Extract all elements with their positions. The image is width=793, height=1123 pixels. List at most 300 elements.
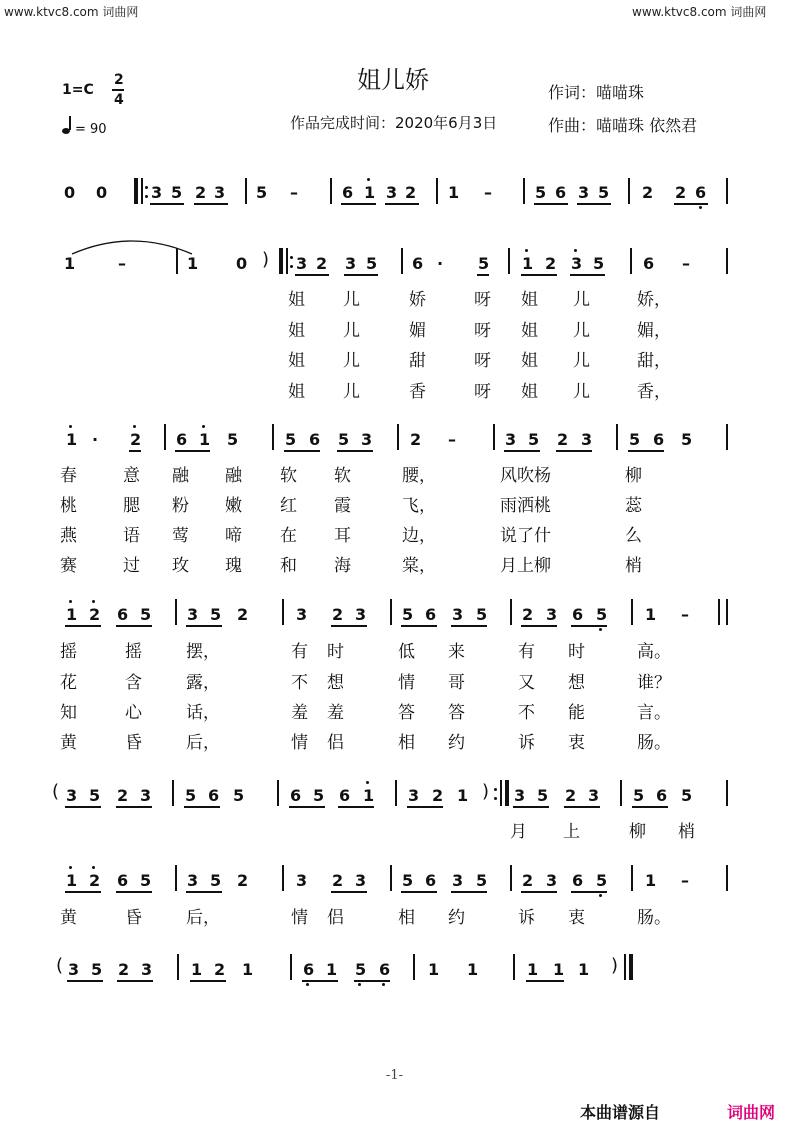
note: 3 xyxy=(140,786,152,805)
lyric: 后， xyxy=(186,908,220,928)
note: 1 xyxy=(527,960,539,979)
lyric: 啼 xyxy=(225,526,242,546)
note: 5 xyxy=(596,871,608,890)
note: 5 xyxy=(478,254,490,273)
barline xyxy=(175,599,177,625)
repeat-start-thin xyxy=(286,248,288,274)
lyric: 甜， xyxy=(637,351,671,371)
note: 1 xyxy=(66,605,78,624)
low-dot xyxy=(699,206,702,209)
beam xyxy=(65,625,101,627)
beam xyxy=(534,203,568,205)
note: 1 xyxy=(66,871,78,890)
note: 1 xyxy=(522,254,534,273)
beam xyxy=(401,625,437,627)
lyric: 姐 xyxy=(521,382,538,402)
beam xyxy=(337,450,373,452)
note: 2 xyxy=(117,786,129,805)
note: 3 xyxy=(214,183,226,202)
lyric: 时 xyxy=(568,642,585,662)
paren-open: ( xyxy=(52,781,60,802)
note: 1 xyxy=(326,960,338,979)
note: 2 xyxy=(195,183,207,202)
repeat-dot xyxy=(494,797,497,800)
lyric: 上 xyxy=(563,822,580,842)
time-sig-line xyxy=(112,89,124,91)
note: 2 xyxy=(237,871,249,890)
barline xyxy=(277,780,279,806)
beam xyxy=(344,274,378,276)
paren-open: ( xyxy=(56,955,64,976)
note: 3 xyxy=(408,786,420,805)
note: 1 xyxy=(66,430,78,449)
note: 3 xyxy=(581,430,593,449)
note: 5 xyxy=(366,254,378,273)
note: 3 xyxy=(546,871,558,890)
lyric: 霞 xyxy=(334,496,351,516)
lyric: 耳 xyxy=(334,526,351,546)
lyric: 说了什 xyxy=(500,526,551,546)
lyric: 儿 xyxy=(573,321,590,341)
high-dot xyxy=(69,600,72,603)
barline xyxy=(726,424,728,450)
lyric: 时 xyxy=(327,642,344,662)
low-dot xyxy=(306,983,309,986)
beam xyxy=(117,980,153,982)
lyric: 呀 xyxy=(474,290,491,310)
note: 5 xyxy=(537,786,549,805)
barline xyxy=(176,248,178,274)
lyric: 言。 xyxy=(637,703,671,723)
lyric: 呀 xyxy=(474,321,491,341)
beam xyxy=(354,980,390,982)
note: 0 xyxy=(96,183,108,202)
note: 5 xyxy=(476,605,488,624)
note: 1 xyxy=(199,430,211,449)
note: 2 xyxy=(405,183,417,202)
beam xyxy=(338,806,374,808)
beam xyxy=(190,980,226,982)
barline xyxy=(401,248,403,274)
repeat-dot xyxy=(145,195,148,198)
lyric: 赛 xyxy=(60,556,77,576)
barline xyxy=(493,424,495,450)
note: 2 xyxy=(432,786,444,805)
barline xyxy=(282,865,284,891)
footer-logo[interactable]: 词曲网 xyxy=(727,1103,776,1122)
barline xyxy=(164,424,166,450)
beam xyxy=(526,980,564,982)
lyric: 黄 xyxy=(60,908,77,928)
beam xyxy=(504,450,540,452)
barline xyxy=(508,248,510,274)
note: 1 xyxy=(428,960,440,979)
final-bar-thin xyxy=(624,954,626,980)
lyric: 媚 xyxy=(409,321,426,341)
barline xyxy=(628,178,630,204)
note: 3 xyxy=(505,430,517,449)
note: 5 xyxy=(629,430,641,449)
beam xyxy=(451,891,487,893)
beam xyxy=(331,625,367,627)
lyric: 腰， xyxy=(402,466,436,486)
repeat-start-thin xyxy=(141,178,143,204)
lyric: 能 xyxy=(568,703,585,723)
high-dot xyxy=(133,425,136,428)
note: 3 xyxy=(546,605,558,624)
beam xyxy=(571,891,607,893)
note: 2 xyxy=(332,871,344,890)
lyric: 娇 xyxy=(409,290,426,310)
high-dot xyxy=(574,249,577,252)
note: 3 xyxy=(578,183,590,202)
note: 6 xyxy=(425,871,437,890)
beam xyxy=(521,891,557,893)
note: 2 xyxy=(545,254,557,273)
low-dot xyxy=(599,628,602,631)
high-dot xyxy=(92,866,95,869)
lyric: 飞， xyxy=(402,496,436,516)
note: 5 xyxy=(91,960,103,979)
lyric: 儿 xyxy=(573,290,590,310)
repeat-dot xyxy=(290,256,293,259)
lyric: 哥 xyxy=(448,673,465,693)
dash: – xyxy=(448,430,456,449)
barline xyxy=(282,599,284,625)
lyric: 情 xyxy=(291,908,308,928)
lyric: 月 xyxy=(510,822,527,842)
barline xyxy=(177,954,179,980)
aug-dot: · xyxy=(92,430,99,449)
lyric: 么 xyxy=(625,526,642,546)
barline xyxy=(616,424,618,450)
lyric: 过 xyxy=(123,556,140,576)
lyric: 甜 xyxy=(409,351,426,371)
lyric: 想 xyxy=(568,673,585,693)
high-dot xyxy=(69,425,72,428)
beam xyxy=(556,450,592,452)
beam xyxy=(194,203,228,205)
note: 0 xyxy=(236,254,248,273)
lyric: 软 xyxy=(334,466,351,486)
note: 1 xyxy=(467,960,479,979)
note: 2 xyxy=(522,871,534,890)
note: 5 xyxy=(185,786,197,805)
lyric: 低 xyxy=(398,642,415,662)
lyric: 答 xyxy=(398,703,415,723)
note: 6 xyxy=(290,786,302,805)
note: 1 xyxy=(457,786,469,805)
barline xyxy=(630,248,632,274)
high-dot xyxy=(69,866,72,869)
note: 1 xyxy=(187,254,199,273)
beam xyxy=(175,450,210,452)
note: 3 xyxy=(355,871,367,890)
note: 2 xyxy=(522,605,534,624)
note: 2 xyxy=(316,254,328,273)
lyric: 粉 xyxy=(172,496,189,516)
lyric: 梢 xyxy=(678,822,695,842)
repeat-end-thick xyxy=(505,780,509,806)
composer: 作曲：喵喵珠 依然君 xyxy=(548,116,698,135)
note: 5 xyxy=(633,786,645,805)
lyricist: 作词：喵喵珠 xyxy=(548,83,645,102)
note: 5 xyxy=(528,430,540,449)
low-dot xyxy=(358,983,361,986)
high-dot xyxy=(525,249,528,252)
note: 5 xyxy=(476,871,488,890)
note: 3 xyxy=(452,605,464,624)
beam xyxy=(116,806,152,808)
beam xyxy=(577,203,611,205)
paren-close: ) xyxy=(482,781,490,802)
note: 6 xyxy=(656,786,668,805)
lyric: 花 xyxy=(60,673,77,693)
lyric: 梢 xyxy=(625,556,642,576)
beam xyxy=(570,274,605,276)
repeat-dot xyxy=(290,265,293,268)
beam xyxy=(571,625,607,627)
note: 6 xyxy=(695,183,707,202)
note: 6 xyxy=(653,430,665,449)
paren-close: ) xyxy=(262,249,270,270)
lyric: 月上柳 xyxy=(500,556,551,576)
lyric: 意 xyxy=(123,466,140,486)
lyric: 娇， xyxy=(637,290,671,310)
note: 5 xyxy=(171,183,183,202)
lyric: 风吹杨 xyxy=(500,466,551,486)
note: 5 xyxy=(256,183,268,202)
dash: – xyxy=(484,183,492,202)
lyric: 和 xyxy=(280,556,297,576)
end-bar-thin xyxy=(726,599,728,625)
barline xyxy=(290,954,292,980)
note: 3 xyxy=(361,430,373,449)
lyric: 呀 xyxy=(474,351,491,371)
lyric: 柳 xyxy=(629,822,646,842)
watermark-right: www.ktvc8.com 词曲网 xyxy=(632,5,767,19)
lyric: 呀 xyxy=(474,382,491,402)
note: 6 xyxy=(555,183,567,202)
beam xyxy=(628,450,664,452)
barline xyxy=(397,424,399,450)
lyric: 约 xyxy=(448,733,465,753)
lyric: 摆， xyxy=(186,642,220,662)
lyric: 香， xyxy=(637,382,671,402)
note: 3 xyxy=(68,960,80,979)
note: 5 xyxy=(596,605,608,624)
lyric: 侣 xyxy=(327,908,344,928)
note: 6 xyxy=(117,871,129,890)
barline xyxy=(620,780,622,806)
repeat-end-thin xyxy=(500,780,502,806)
repeat-start-thick xyxy=(279,248,283,274)
time-sig-bottom: 4 xyxy=(114,92,124,108)
note: 6 xyxy=(176,430,188,449)
note: 3 xyxy=(141,960,153,979)
lyric: 情 xyxy=(291,733,308,753)
low-dot xyxy=(382,983,385,986)
high-dot xyxy=(367,178,370,181)
note: 3 xyxy=(296,605,308,624)
note: 2 xyxy=(642,183,654,202)
lyric: 肠。 xyxy=(637,908,671,928)
aug-dot: · xyxy=(437,254,444,273)
lyric: 话， xyxy=(186,703,220,723)
barline xyxy=(513,954,515,980)
beam xyxy=(564,806,600,808)
lyric: 摇 xyxy=(125,642,142,662)
note: 2 xyxy=(118,960,130,979)
note: 5 xyxy=(338,430,350,449)
lyric: 心 xyxy=(125,703,142,723)
lyric: 姐 xyxy=(288,290,305,310)
note: 1 xyxy=(578,960,590,979)
beam xyxy=(407,806,443,808)
lyric: 侣 xyxy=(327,733,344,753)
lyric: 雨洒桃 xyxy=(500,496,551,516)
note: 5 xyxy=(210,871,222,890)
note: 5 xyxy=(535,183,547,202)
lyric: 姐 xyxy=(521,321,538,341)
lyric: 儿 xyxy=(343,321,360,341)
high-dot xyxy=(366,781,369,784)
barline xyxy=(330,178,332,204)
lyric: 姐 xyxy=(288,321,305,341)
note: 6 xyxy=(572,605,584,624)
note: 5 xyxy=(227,430,239,449)
time-sig-top: 2 xyxy=(114,72,124,88)
beam xyxy=(521,625,557,627)
note: 5 xyxy=(681,786,693,805)
lyric: 诉 xyxy=(518,733,535,753)
note: 2 xyxy=(675,183,687,202)
lyric: 棠， xyxy=(402,556,436,576)
lyric: 衷 xyxy=(568,733,585,753)
dash: – xyxy=(681,605,689,624)
lyric: 后， xyxy=(186,733,220,753)
note: 5 xyxy=(313,786,325,805)
lyric: 不 xyxy=(518,703,535,723)
lyric: 姐 xyxy=(521,351,538,371)
barline xyxy=(272,424,274,450)
barline xyxy=(390,865,392,891)
beam xyxy=(116,891,152,893)
lyric: 红 xyxy=(280,496,297,516)
lyric: 腮 xyxy=(123,496,140,516)
lyric: 玫 xyxy=(172,556,189,576)
note: 6 xyxy=(117,605,129,624)
note: 1 xyxy=(363,786,375,805)
note: 1 xyxy=(364,183,376,202)
lyric: 羞 xyxy=(327,703,344,723)
lyric: 约 xyxy=(448,908,465,928)
note: 3 xyxy=(187,605,199,624)
note: 3 xyxy=(514,786,526,805)
lyric: 衷 xyxy=(568,908,585,928)
note: 6 xyxy=(303,960,315,979)
note: 3 xyxy=(588,786,600,805)
high-dot xyxy=(202,425,205,428)
note: 2 xyxy=(130,430,142,449)
completion-date: 作品完成时间：2020年6月3日 xyxy=(290,114,498,132)
lyric: 答 xyxy=(448,703,465,723)
beam xyxy=(401,891,437,893)
note: 3 xyxy=(187,871,199,890)
lyric: 嫩 xyxy=(225,496,242,516)
beam xyxy=(331,891,367,893)
lyric: 儿 xyxy=(573,351,590,371)
lyric: 知 xyxy=(60,703,77,723)
note: 0 xyxy=(64,183,76,202)
barline xyxy=(726,865,728,891)
lyric: 软 xyxy=(280,466,297,486)
barline xyxy=(390,599,392,625)
barline xyxy=(726,178,728,204)
barline xyxy=(245,178,247,204)
note: 3 xyxy=(151,183,163,202)
note: 5 xyxy=(140,871,152,890)
beam xyxy=(451,625,487,627)
lyric: 桃 xyxy=(60,496,77,516)
lyric: 香 xyxy=(409,382,426,402)
lyric: 柳 xyxy=(625,466,642,486)
watermark-left: www.ktvc8.com 词曲网 xyxy=(4,5,139,19)
beam xyxy=(295,274,329,276)
lyric: 诉 xyxy=(518,908,535,928)
lyric: 融 xyxy=(225,466,242,486)
beam xyxy=(302,980,338,982)
lyric: 海 xyxy=(334,556,351,576)
high-dot xyxy=(92,600,95,603)
key-signature: 1=C xyxy=(62,82,94,98)
lyric: 瑰 xyxy=(225,556,242,576)
dash: – xyxy=(681,871,689,890)
barline xyxy=(631,865,633,891)
lyric: 姐 xyxy=(521,290,538,310)
lyric: 含 xyxy=(125,673,142,693)
beam xyxy=(65,891,101,893)
beam xyxy=(477,274,489,276)
note: 1 xyxy=(448,183,460,202)
note: 6 xyxy=(643,254,655,273)
note: 3 xyxy=(66,786,78,805)
note: 3 xyxy=(296,871,308,890)
lyric: 相 xyxy=(398,733,415,753)
beam xyxy=(186,625,222,627)
note: 5 xyxy=(233,786,245,805)
lyric: 春 xyxy=(60,466,77,486)
beam xyxy=(341,203,376,205)
note: 3 xyxy=(345,254,357,273)
note: 6 xyxy=(339,786,351,805)
repeat-dot xyxy=(494,788,497,791)
lyric: 情 xyxy=(398,673,415,693)
note: 5 xyxy=(593,254,605,273)
beam xyxy=(150,203,184,205)
beam xyxy=(513,806,549,808)
note: 1 xyxy=(553,960,565,979)
note: 2 xyxy=(332,605,344,624)
lyric: 莺 xyxy=(172,526,189,546)
note: 6 xyxy=(342,183,354,202)
barline xyxy=(175,865,177,891)
repeat-start-thick xyxy=(134,178,138,204)
note: 3 xyxy=(355,605,367,624)
lyric: 羞 xyxy=(291,703,308,723)
note: 1 xyxy=(645,605,657,624)
note: 6 xyxy=(425,605,437,624)
